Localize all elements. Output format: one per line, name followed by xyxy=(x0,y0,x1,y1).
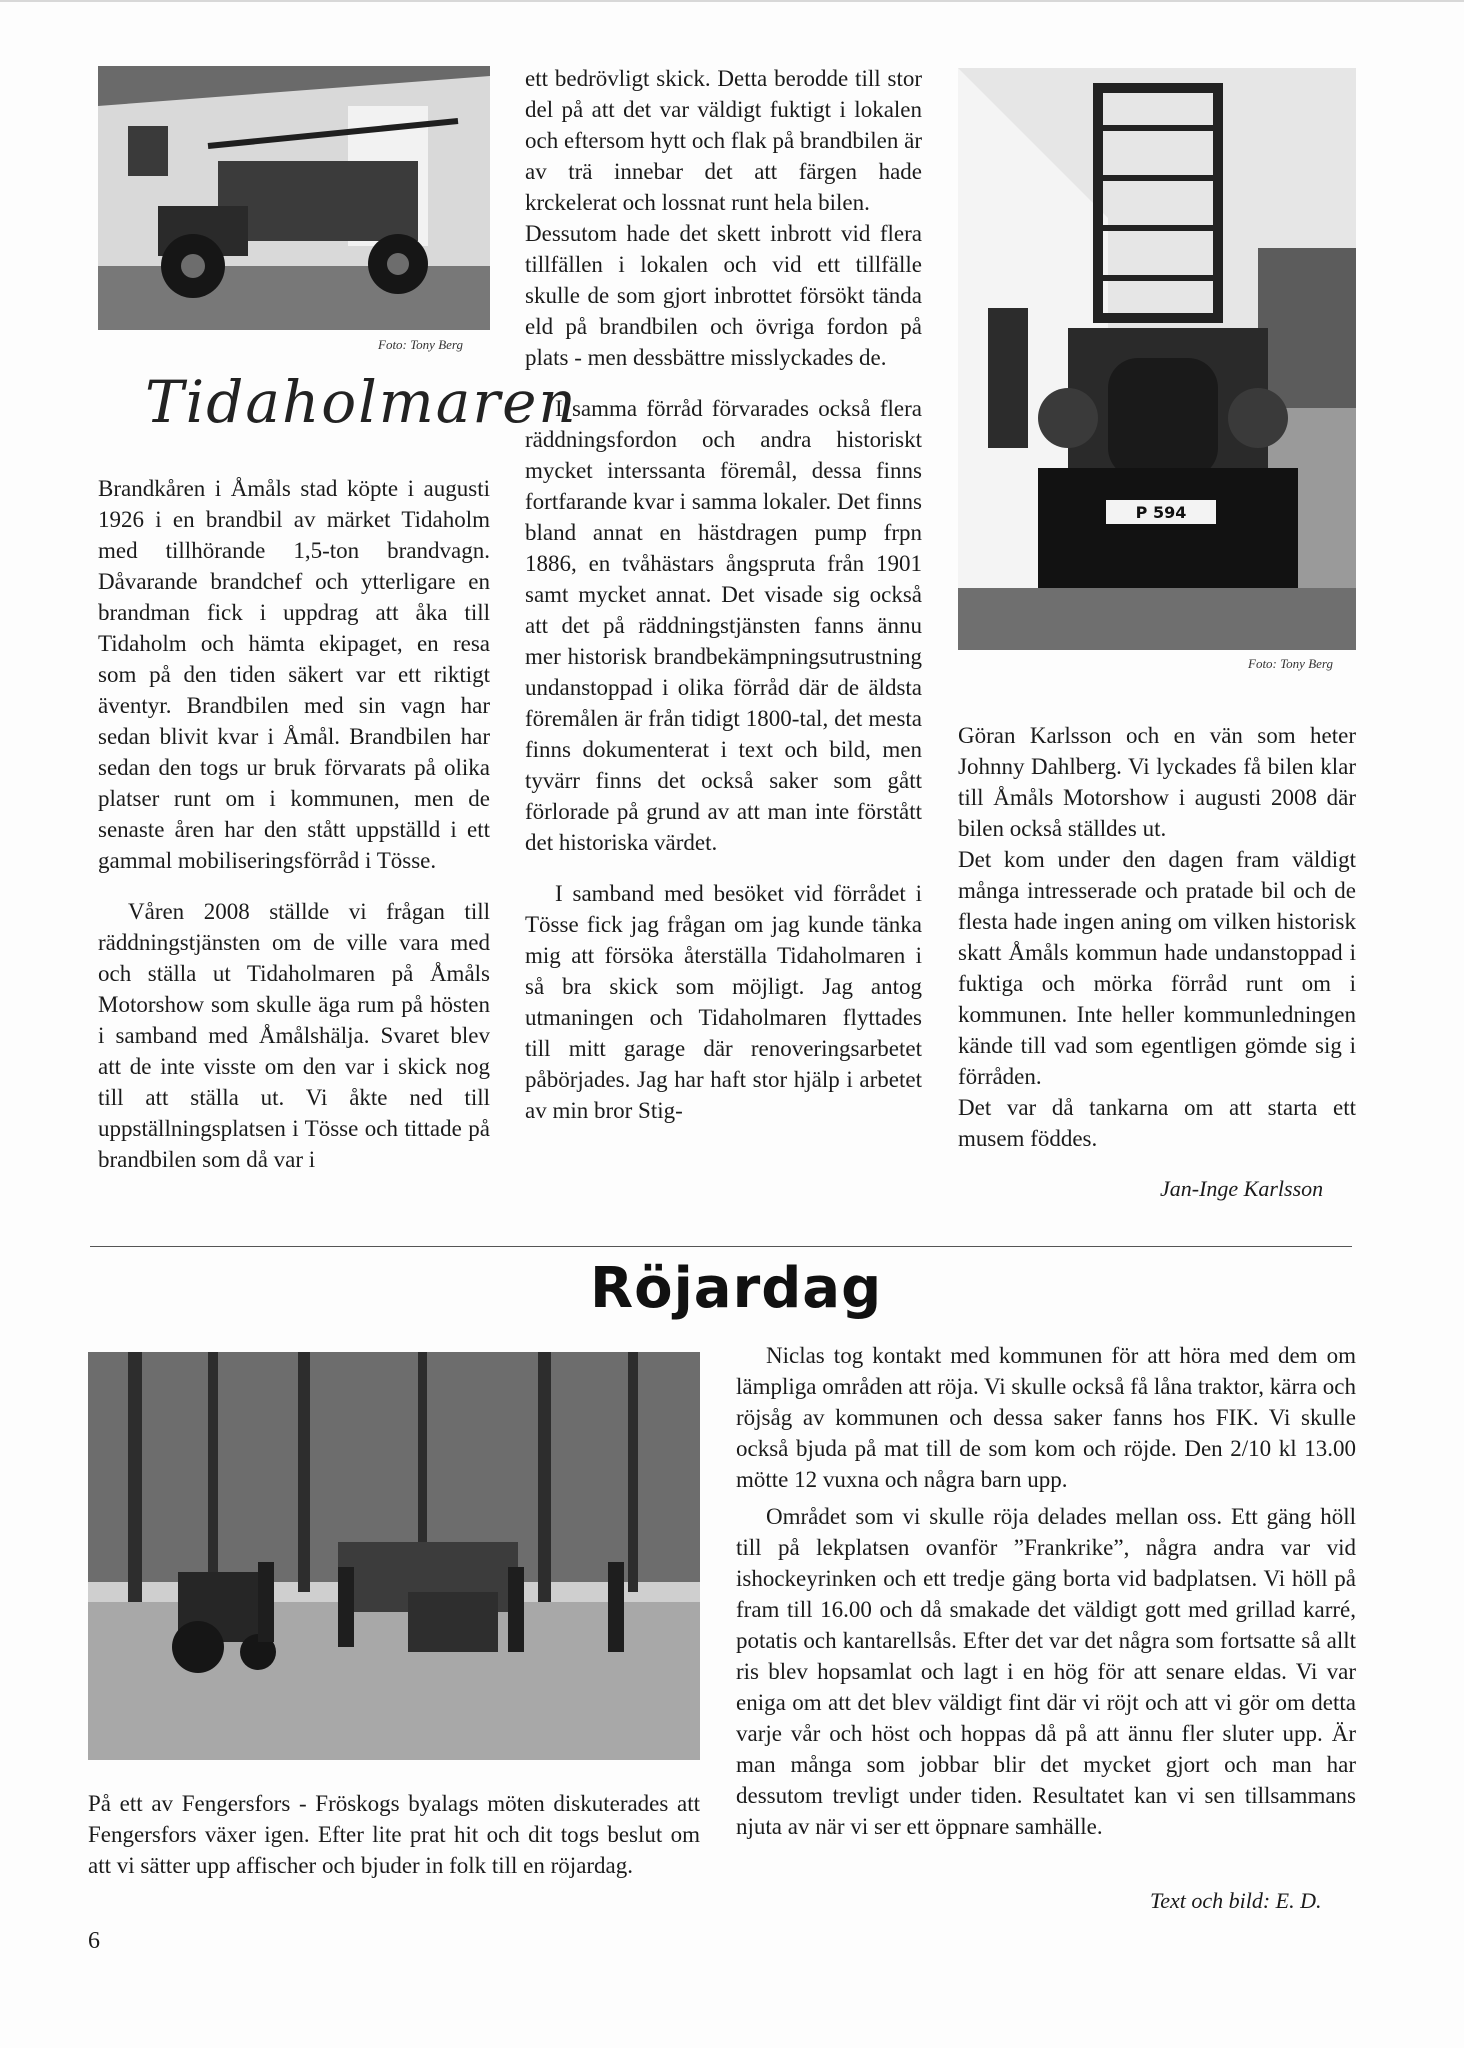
col3-paragraph-1: Göran Karlsson och en vän som heter Johnny Dahlberg. Vi lyckades få bilen klar till Åmåls Motorshow i augusti 2008 där bilen också ställdes ut. xyxy=(958,723,1356,841)
page-number: 6 xyxy=(88,1928,100,1954)
col2-paragraph-1: ett bedrövligt skick. Detta berodde till stor del på att det var väldigt fuktigt i lokalen och eftersom hytt och flak på brandbilen är av trä innebar det att färgen hade krckelerat och lossnat runt hela bilen. xyxy=(525,66,922,215)
col3-paragraph-3: Det var då tankarna om att starta ett musem föddes. xyxy=(958,1095,1356,1151)
col1-paragraph-1: Brandkåren i Åmåls stad köpte i augusti 1926 i en brandbil av märket Tidaholm med tillhörande 1,5-ton brandvagn. Dåvarande brandchef och ytterligare en brandman fick i uppdrag att åka till Tidaholm och hämta ekipaget, en resa som på den tiden säkert var ett riktigt äventyr. Brandbilen med sin vagn har sedan blivit kvar i Åmål. Brandbilen har sedan den togs ur bruk förvarats på olika platser runt om i kommunen, men de senaste åren har den stått uppställd i ett gammal mobiliseringsförråd i Tösse. xyxy=(98,476,490,873)
col2-paragraph-2: Dessutom hade det skett inbrott vid flera tillfällen i lokalen och vid ett tillfälle skulle de som gjort inbrottet försökt tända eld på brandbilen och övriga fordon på plats - men dessbättre misslyckades de. xyxy=(525,221,922,370)
fire-truck-side-photo xyxy=(98,66,490,330)
col2-paragraph-4: I samband med besöket vid förrådet i Tösse fick jag frågan om jag kunde tänka mig att försöka återställa Tidaholmaren i så bra skick som möjligt. Jag antog utmaningen och Tidaholmaren flyttades till mitt garage där renoveringsarbetet påbörjades. Jag har haft stor hjälp i arbetet av min bror Stig- xyxy=(525,881,922,1123)
col2-paragraph-3: I samma förråd förvarades också flera räddningsfordon och andra historiskt mycket interssanta föremål, dessa finns fortfarande kvar i samma lokaler. Det finns bland annat en hästdragen pump frpn 1886, en tvåhästars ångspruta från 1901 samt mycket annat. Det visade sig också att det på räddningstjänsten fanns ännu mer historisk brandbekämpningsutrustning undanstoppad i olika förråd där de äldsta föremålen är från tidigt 1800-tal, det mesta finns dokumenterat i text och bild, men tyvärr finns det också saker som gått förlorade på grund av att man inte förstått det historiska värdet. xyxy=(525,396,922,855)
tidaholmaren-title: Tidaholmaren xyxy=(145,368,578,436)
article2-right-paragraph-2: Området som vi skulle röja delades mellan oss. Ett gäng höll till på lekplatsen ovanför ”Frankrike”, några andra var vid ishockeyrinken och ett tredje gäng borta vid badplatsen. Vi höll på fram till 16.00 och då smakade det väldigt gott med grillad karré, potatis och kantarellsås. Efter det var det några som fortsatte så allt ris blev hopsamlat och lagt i en hög för att senare eldas. Vi var eniga om att det blev väldigt fint där vi röjt och att vi gör om detta varje vår och höst och hoppas då på att ännu fler sluter upp. Är man många som jobbar blir det mycket gjort och man har dessutom trevligt under tiden. Resultatet kan vi sen tillsammans njuta av när vi ser ett öppnare samhälle. xyxy=(736,1504,1356,1839)
forest-clearing-illustration xyxy=(88,1352,700,1760)
fire-truck-side-illustration xyxy=(98,66,490,330)
article1-col2 xyxy=(525,63,922,1146)
col1-paragraph-2: Våren 2008 ställde vi frågan till räddningstjänsten om de ville vara med och ställa ut Tidaholmaren på Åmåls Motorshow som skulle äga rum på hösten i samband med Åmålshälja. Svaret blev att de inte visste om den var i skick nog till att ställa ut. Vi åkte ned till uppställningsplatsen i Tösse och tittade på brandbilen som då var i xyxy=(98,899,490,1172)
article2-signature: Text och bild: E. D. xyxy=(1150,1888,1322,1913)
forest-clearing-photo xyxy=(88,1352,700,1760)
article2-left-paragraph: På ett av Fengersfors - Fröskogs byalags möten diskuterades att Fengersfors växer igen. Efter lite prat hit och dit togs beslut om att vi sätter upp affischer och bjuder in folk till en röjardag. xyxy=(88,1791,700,1878)
article1-signature: Jan-Inge Karlsson xyxy=(1160,1176,1324,1201)
col3-paragraph-2: Det kom under den dagen fram väldigt många intresserade och pratade bil och de flesta hade ingen aning om vilken historisk skatt Åmåls kommun hade undanstoppad i fuktiga och mörka förråd runt om i kommunen. Inte heller kommunledningen kände till vad som egentligen gömde sig i förråden. xyxy=(958,847,1356,1089)
article1-col1 xyxy=(98,473,490,1195)
top-edge-line xyxy=(0,0,1464,2)
article2-right-col xyxy=(736,1340,1356,1862)
rojardag-title: Röjardag xyxy=(590,1256,883,1321)
article-divider xyxy=(90,1246,1352,1247)
article1-col3 xyxy=(958,720,1356,1174)
fire-truck-front-photo xyxy=(958,68,1356,650)
photo2-caption: Foto: Tony Berg xyxy=(1248,656,1333,671)
fire-truck-front-illustration xyxy=(958,68,1356,650)
license-plate-text: P 594 xyxy=(1135,503,1187,522)
article2-right-paragraph-1: Niclas tog kontakt med kommunen för att höra med dem om lämpliga områden att röja. Vi skulle också få låna traktor, kärra och röjsåg av kommunen och dessa saker fanns hos FIK. Vi skulle också bjuda på mat till de som kom och röjde. Den 2/10 kl 13.00 mötte 12 vuxna och några barn upp. xyxy=(736,1343,1356,1492)
article2-left-col xyxy=(88,1788,700,1901)
photo1-caption: Foto: Tony Berg xyxy=(378,337,463,352)
